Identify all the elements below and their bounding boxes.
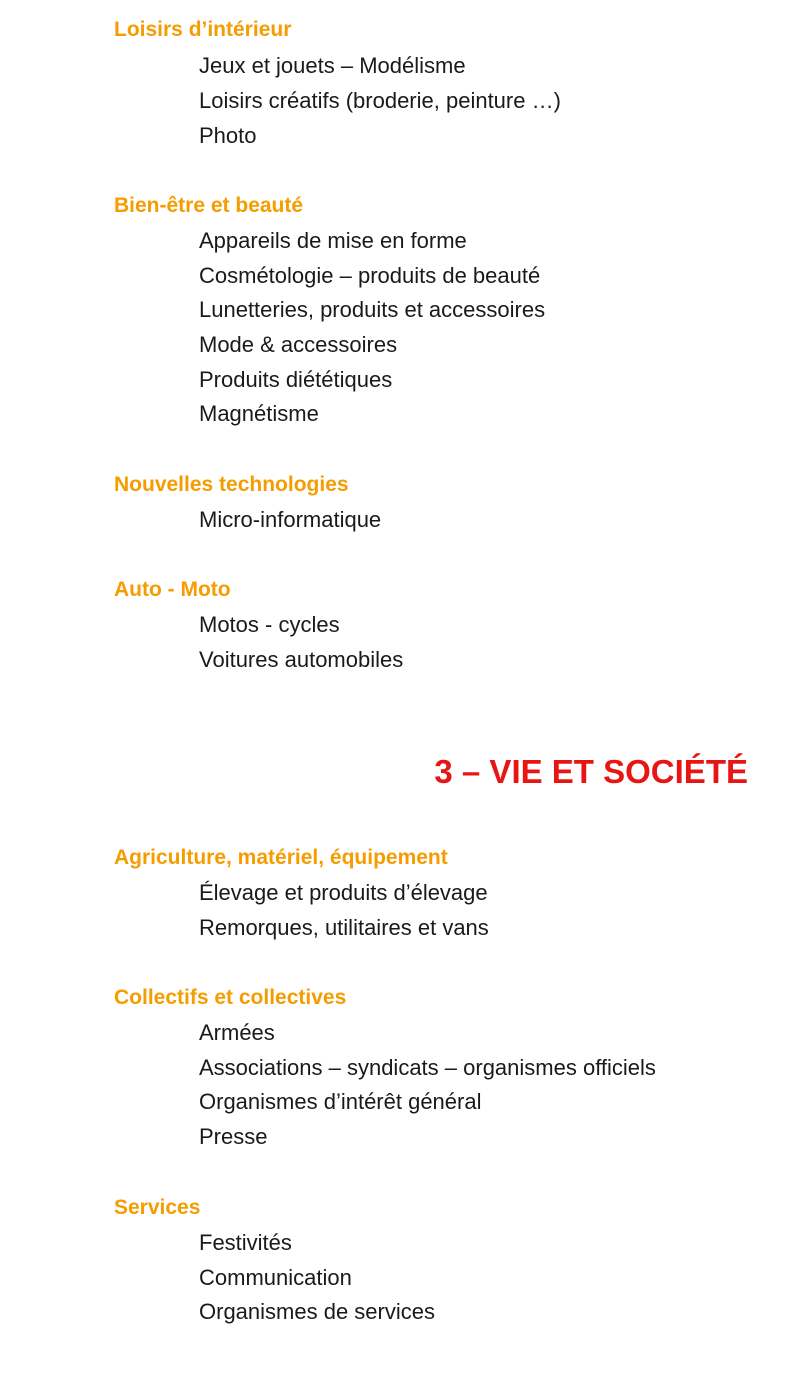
list-item: Élevage et produits d’élevage (199, 880, 488, 905)
section-heading-nouvelles-technologies: Nouvelles technologies (114, 473, 349, 496)
list-item: Micro-informatique (199, 507, 382, 532)
list-item: Mode & accessoires (199, 332, 398, 357)
list-item: Voitures automobiles (199, 647, 404, 672)
section-heading-auto-moto: Auto - Moto (114, 578, 231, 601)
list-item: Loisirs créatifs (broderie, peinture …) (199, 88, 561, 113)
list-item: Lunetteries, produits et accessoires (199, 297, 546, 322)
list-item: Armées (199, 1020, 275, 1045)
list-item: Produits diététiques (199, 367, 393, 392)
section-heading-services: Services (114, 1196, 201, 1219)
section-heading-agriculture: Agriculture, matériel, équipement (114, 846, 448, 869)
section-heading-bien-etre-beaute: Bien-être et beauté (114, 194, 304, 217)
list-item: Organismes de services (199, 1299, 435, 1324)
list-item: Organismes d’intérêt général (199, 1089, 482, 1114)
list-item: Communication (199, 1265, 352, 1290)
list-item: Associations – syndicats – organismes officiels (199, 1055, 656, 1080)
section-heading-collectifs: Collectifs et collectives (114, 986, 347, 1009)
list-item: Presse (199, 1124, 268, 1149)
list-item: Photo (199, 123, 257, 148)
list-item: Festivités (199, 1230, 292, 1255)
list-item: Remorques, utilitaires et vans (199, 915, 489, 940)
list-item: Appareils de mise en forme (199, 228, 467, 253)
list-item: Magnétisme (199, 401, 319, 426)
chapter-title: 3 – VIE ET SOCIÉTÉ (434, 753, 748, 790)
list-item: Motos - cycles (199, 612, 340, 637)
list-item: Cosmétologie – produits de beauté (199, 263, 541, 288)
section-heading-loisirs-interieur: Loisirs d’intérieur (114, 18, 292, 41)
list-item: Jeux et jouets – Modélisme (199, 53, 466, 78)
